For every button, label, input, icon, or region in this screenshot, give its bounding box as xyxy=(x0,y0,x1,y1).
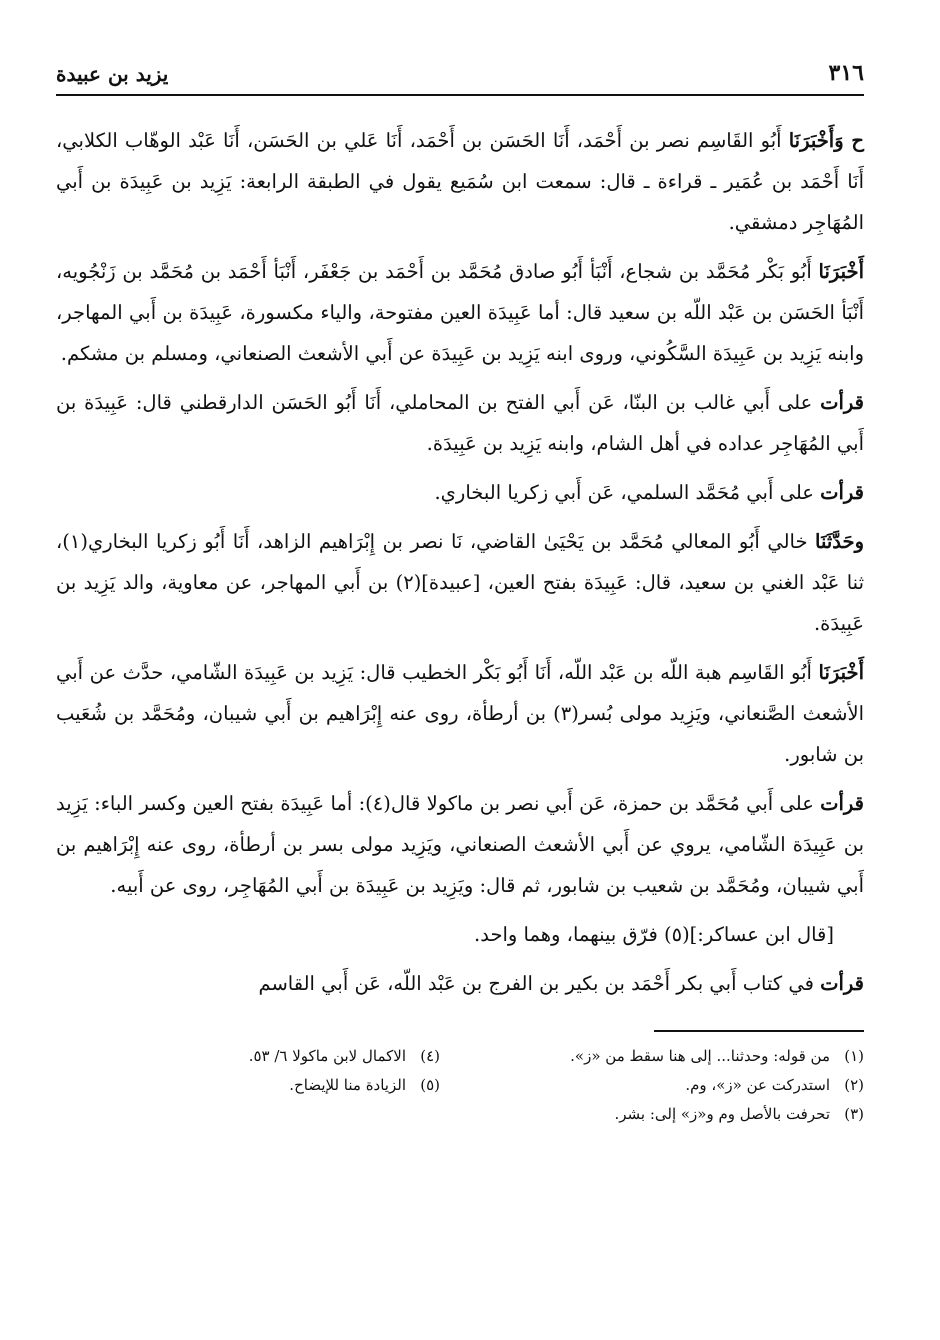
page-number: ٣١٦ xyxy=(828,60,864,86)
footnote-text: من قوله: وحدثنا... إلى هنا سقط من «ز». xyxy=(570,1047,830,1065)
footnote-number: (٢) xyxy=(844,1076,864,1094)
running-title: يزيد بن عبيدة xyxy=(56,62,169,86)
footnote-2 xyxy=(480,1071,864,1100)
paragraph-text: على أَبي غالب بن البنّا، عَن أَبي الفتح بن المحاملي، أَنَا أَبُو الحَسَن الدارقطني قال: عَبِيدَة بن أَبي المُهَاجِر عداده في أهل الشام، وابنه يَزِيد بن عَبِيدَة. xyxy=(56,391,864,455)
paragraph-text: خالي أَبُو المعالي مُحَمَّد بن يَحْيَىٰ القاضي، نَا نصر بن إِبْرَاهيم الزاهد، أَنَا أَبُو زكريا البخاري(١)، ثنا عَبْد الغني بن سعيد، قال: عَبِيدَة بفتح العين، [عبيدة](٢) بن أَبي المهاجر، عن معاوية، والد يَزِيد بن عَبِيدَة. xyxy=(56,530,864,635)
footnote-1 xyxy=(480,1042,864,1071)
paragraph-1 xyxy=(56,120,864,243)
paragraph-3 xyxy=(56,382,864,464)
paragraph-lead: أَخْبَرَنَا xyxy=(818,661,864,684)
footnote-text: الاكمال لابن ماكولا ٦/ ٥٣. xyxy=(248,1047,406,1065)
footnotes-column-right xyxy=(480,1042,864,1129)
paragraph-8 xyxy=(56,914,864,955)
paragraph-lead: ح وَأَخْبَرَنَا xyxy=(788,129,864,152)
paragraph-lead: قرأت xyxy=(820,792,864,815)
paragraph-lead: أَخْبَرَنَا xyxy=(818,260,864,283)
footnote-number: (١) xyxy=(844,1047,864,1065)
footnotes-column-left xyxy=(56,1042,440,1129)
page-header xyxy=(56,62,864,96)
footnote-text: تحرفت بالأصل وم و«ز» إلى: بشر. xyxy=(614,1105,830,1123)
footnote-5 xyxy=(56,1071,440,1100)
paragraph-6 xyxy=(56,652,864,775)
paragraph-2 xyxy=(56,251,864,374)
body-text xyxy=(56,120,864,1004)
paragraph-7 xyxy=(56,783,864,906)
footnote-number: (٤) xyxy=(420,1047,440,1065)
paragraph-lead: قرأت xyxy=(820,391,864,414)
footnote-divider xyxy=(654,1030,864,1032)
paragraph-text: على أَبي مُحَمَّد بن حمزة، عَن أَبي نصر بن ماكولا قال(٤): أما عَبِيدَة بفتح العين وكسر الباء: يَزِيد بن عَبِيدَة الشّامي، يروي عن أَبي الأشعث الصنعاني، ويَزِيد مولى بسر بن أرطأة، روى عنه إِبْرَاهيم بن أَبي شيبان، ومُحَمَّد بن شعيب بن شابور، ثم قال: ويَزِيد بن عَبِيدَة بن أَبي المُهَاجِر، روى عن أَبيه. xyxy=(56,792,864,897)
paragraph-text: على أَبي مُحَمَّد السلمي، عَن أَبي زكريا البخاري. xyxy=(434,481,821,504)
footnote-text: استدركت عن «ز»، وم. xyxy=(685,1076,830,1094)
paragraph-text: [قال ابن عساكر:](٥) فرّق بينهما، وهما واحد. xyxy=(474,923,834,946)
paragraph-9 xyxy=(56,963,864,1004)
footnote-number: (٣) xyxy=(844,1105,864,1123)
footnote-3 xyxy=(480,1100,864,1129)
paragraph-text: في كتاب أَبي بكر أَحْمَد بن بكير بن الفرج بن عَبْد اللّه، عَن أَبي القاسم xyxy=(258,972,821,995)
paragraph-text: أَبُو القَاسِم نصر بن أَحْمَد، أَنَا الحَسَن بن أَحْمَد، أَنَا عَلي بن الحَسَن، أَنَا عَبْد الوهّاب الكلابي، أَنَا أَحْمَد بن عُمَير ـ قراءة ـ قال: سمعت ابن سُمَيع يقول في الطبقة الرابعة: يَزِيد بن عَبِيدَة بن أَبي المُهَاجِر دمشقي. xyxy=(56,129,864,234)
paragraph-5 xyxy=(56,521,864,644)
paragraph-lead: قرأت xyxy=(820,481,864,504)
paragraph-text: أَبُو القَاسِم هبة اللّه بن عَبْد اللّه، أَنَا أَبُو بَكْر الخطيب قال: يَزِيد بن عَبِيدَة الشّامي، حدَّث عن أَبي الأشعث الصَّنعاني، ويَزِيد مولى بُسر(٣) بن أرطأة، روى عنه إِبْرَاهيم بن أَبي شيبان، ومُحَمَّد بن شُعَيب بن شابور. xyxy=(56,661,865,766)
footnote-text: الزيادة منا للإيضاح. xyxy=(289,1076,406,1094)
footnotes xyxy=(56,1042,864,1129)
footnote-number: (٥) xyxy=(420,1076,440,1094)
paragraph-text: أَبُو بَكْر مُحَمَّد بن شجاع، أَنْبَأ أَبُو صادق مُحَمَّد بن أَحْمَد بن جَعْفَر، أَنْبَأ أَحْمَد بن مُحَمَّد بن زَنْجُويه، أَنْبَأ الحَسَن بن عَبْد اللّه بن سعيد قال: أما عَبِيدَة العين مفتوحة، والياء مكسورة، عَبِيدَة بن أَبي المهاجر، وابنه يَزِيد بن عَبِيدَة السَّكُوني، وروى ابنه يَزِيد بن عَبِيدَة عن أَبي الأشعث الصنعاني، ومسلم بن مشكم. xyxy=(56,260,864,365)
paragraph-lead: وحَدَّثَنَا xyxy=(815,530,864,553)
footnote-4 xyxy=(56,1042,440,1071)
paragraph-lead: قرأت xyxy=(820,972,864,995)
paragraph-4 xyxy=(56,472,864,513)
